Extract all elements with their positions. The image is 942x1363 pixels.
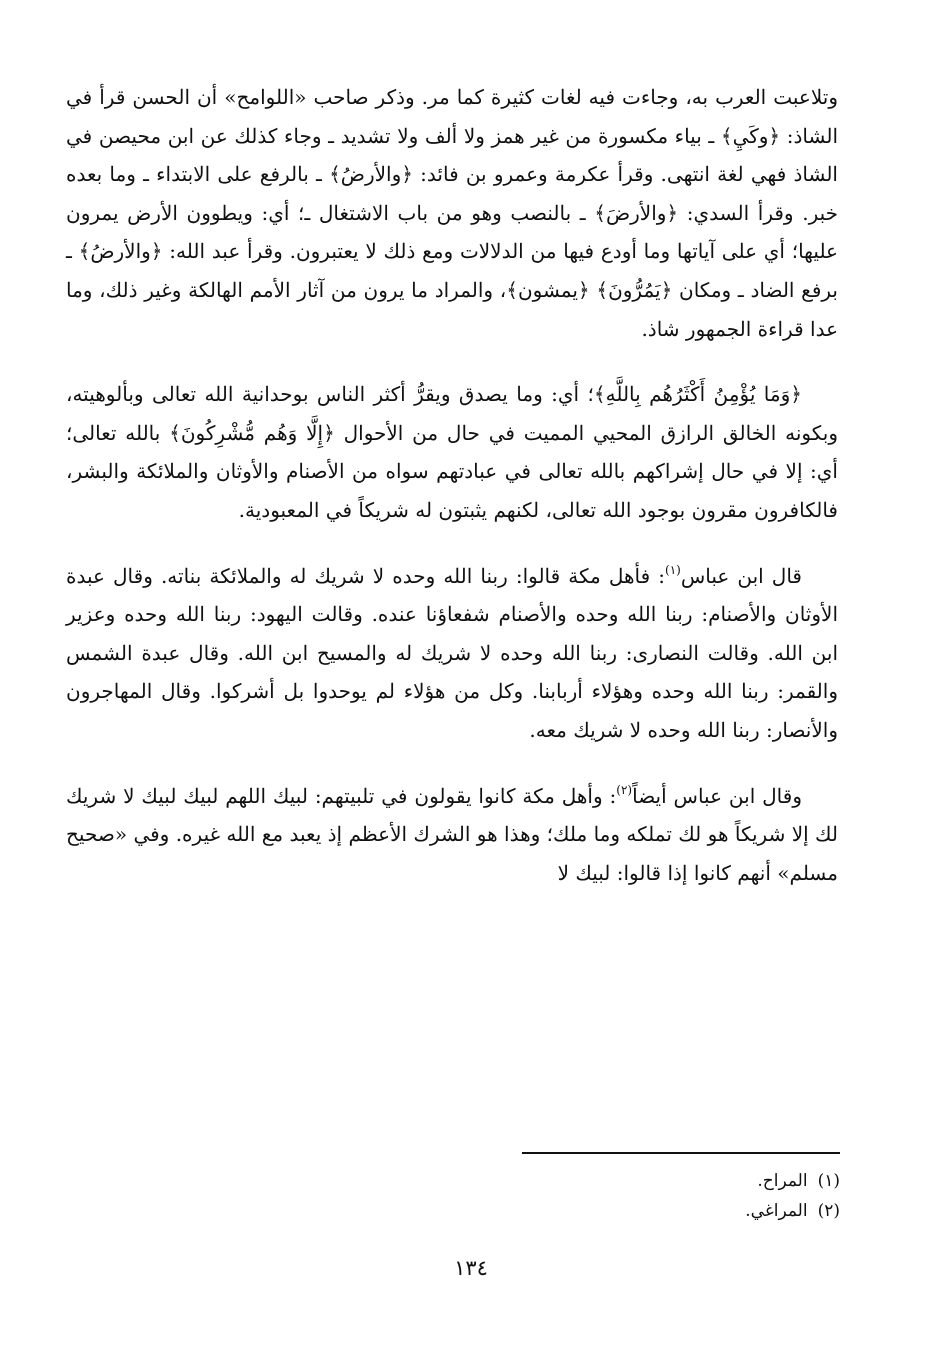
page-number: ١٣٤ <box>454 1256 488 1280</box>
paragraph-2-text: ﴿وَمَا يُؤْمِنُ أَكْثَرُهُم بِاللَّهِ﴾؛ أي: وما يصدق ويقرُّ أكثر الناس بوحدانية الله تعالى وبألوهيته، وبكونه الخالق الرازق المحيي المميت في حال من الأحوال ﴿إِلَّا وَهُم مُّشْرِكُونَ﴾ بالله تعالى؛ أي: إلا في حال إشراكهم بالله تعالى في عبادتهم سواه من الأصنام والأوثان والملائكة والبشر، فالكافرون مقرون بوجود الله تعالى، لكنهم يثبتون له شريكاً في المعبودية. <box>66 382 838 522</box>
footnote-ref-1[interactable]: (١) <box>665 562 681 577</box>
main-text <box>66 78 838 919</box>
paragraph-4-text-start: وقال ابن عباس أيضاً <box>632 783 802 808</box>
paragraph-3-text-rest: : فأهل مكة قالوا: ربنا الله وحده لا شريك له والملائكة بناته. وقال عبدة الأوثان والأصنام: ربنا الله وحده والأصنام شفعاؤنا عنده. وقالت اليهود: ربنا الله وحده وعزير ابن الله. وقالت النصارى: ربنا الله وحده لا شريك له والمسيح ابن الله. وقال عبدة الشمس والقمر: ربنا الله وحده وهؤلاء أربابنا. وكل من هؤلاء لم يوحدوا بل أشركوا. وقال المهاجرون والأنصار: ربنا الله وحده لا شريك معه. <box>66 563 838 742</box>
footnote-2-text: المراغي. <box>745 1201 808 1221</box>
footnote-1-text: المراح. <box>757 1171 808 1191</box>
footnote-1 <box>440 1166 840 1196</box>
paragraph-4 <box>66 777 838 893</box>
footnote-ref-2[interactable]: (٢) <box>616 782 633 797</box>
paragraph-1-text: وتلاعبت العرب به، وجاءت فيه لغات كثيرة كما مر. وذكر صاحب «اللوامح» أن الحسن قرأ في الشاذ: ﴿وكَيِ﴾ ـ بياء مكسورة من غير همز ولا ألف ولا تشديد ـ وجاء كذلك عن ابن محيصن في الشاذ فهي لغة انتهى. وقرأ عكرمة وعمرو بن فائد: ﴿والأرضُ﴾ ـ بالرفع على الابتداء ـ وما بعده خبر. وقرأ السدي: ﴿والأرضَ﴾ ـ بالنصب وهو من باب الاشتغال ـ؛ أي: ويطوون الأرض يمرون عليها؛ أي على آياتها وما أودع فيها من الدلالات ومع ذلك لا يعتبرون. وقرأ عبد الله: ﴿والأرضُ﴾ ـ برفع الضاد ـ ومكان ﴿يَمُرُّونَ﴾ ﴿يمشون﴾، والمراد ما يرون من آثار الأمم الهالكة وغير ذلك، وما عدا قراءة الجمهور شاذ. <box>66 85 838 341</box>
paragraph-3-text-start: قال ابن عباس <box>680 563 802 588</box>
footnote-1-number: (١) <box>817 1171 840 1191</box>
footnote-2-number: (٢) <box>817 1201 840 1221</box>
paragraph-2 <box>66 375 838 529</box>
paragraph-4-text-rest: : وأهل مكة كانوا يقولون في تلبيتهم: لبيك اللهم لبيك لبيك لا شريك لك إلا شريكاً هو لك تملكه وما ملك؛ وهذا هو الشرك الأعظم إذ يعبد مع الله غيره. وفي «صحيح مسلم» أنهم كانوا إذا قالوا: لبيك لا <box>66 783 838 885</box>
paragraph-3 <box>66 557 838 750</box>
footnote-2 <box>440 1196 840 1226</box>
paragraph-1 <box>66 78 838 348</box>
footnote-separator <box>522 1152 840 1154</box>
footnotes <box>440 1166 840 1226</box>
